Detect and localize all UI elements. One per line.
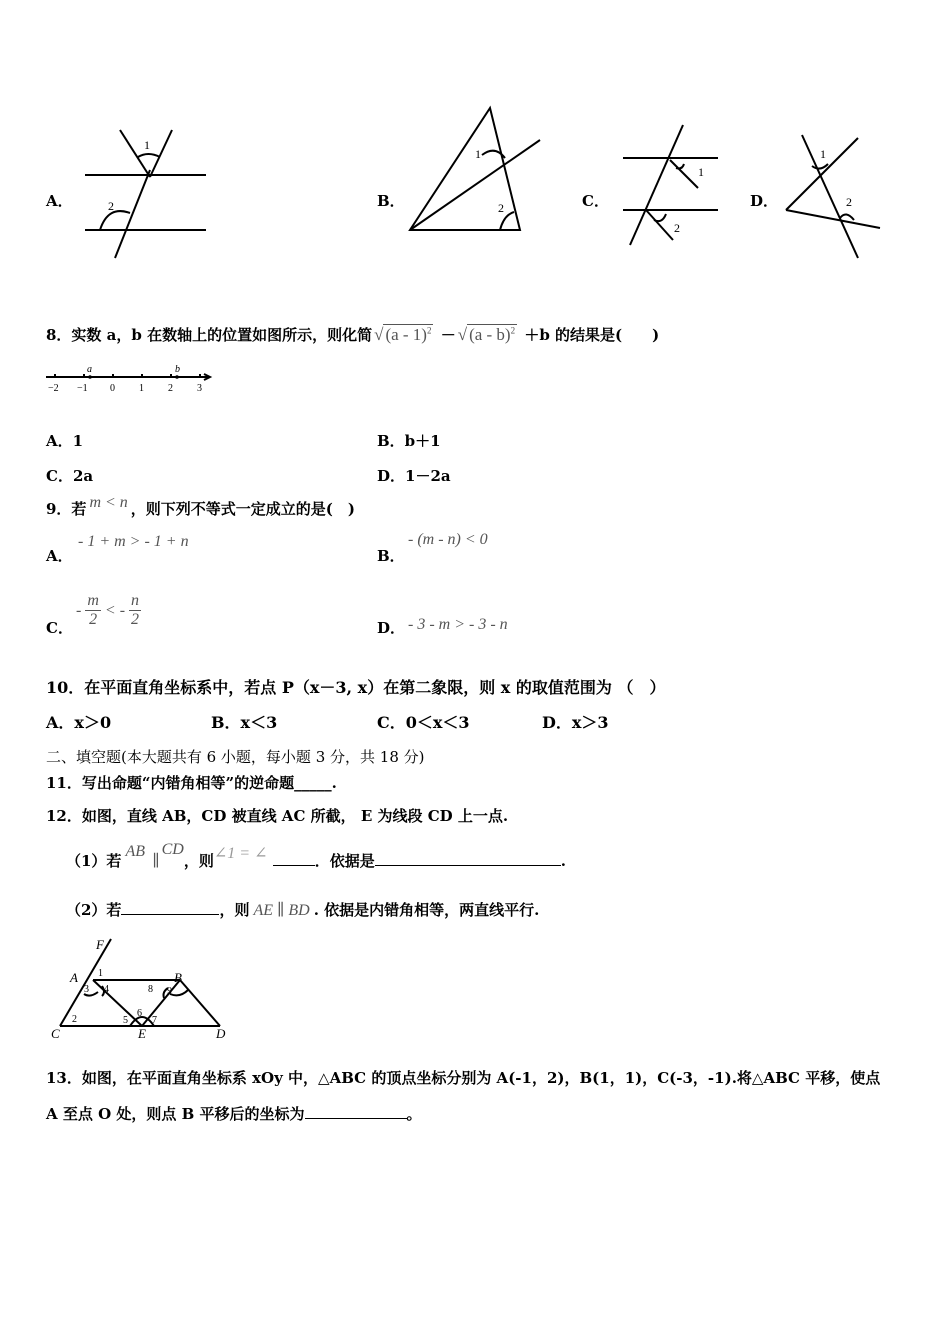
q12-label-E: E <box>138 1026 146 1041</box>
q9-condition: m < n <box>89 494 128 511</box>
q8-point-a-label: a <box>87 364 92 375</box>
q8-tick-label: 0 <box>110 383 115 394</box>
q12-p1-blank-2[interactable] <box>375 851 561 866</box>
q9-option-b-label: B． <box>377 547 405 565</box>
q8-stem-after: ＋b 的结果是( ) <box>524 326 660 344</box>
q12-label-B: B <box>174 970 182 985</box>
q12-figure <box>46 932 236 1044</box>
q12-p1-parallel: ∥ <box>152 853 160 870</box>
q7-b-angle2-label: 2 <box>498 201 504 215</box>
q7-figure-d <box>780 130 885 260</box>
q7-a-angle2-label: 2 <box>108 199 114 213</box>
section-2-heading: 二、填空题(本大题共有 6 小题，每小题 3 分，共 18 分) <box>46 748 425 766</box>
q12-angle-4: 4 <box>104 984 109 995</box>
q13-line2-suffix: 。 <box>406 1105 422 1123</box>
q12-p1-cd: CD <box>161 841 184 858</box>
radical-sign-icon: √ <box>374 325 384 344</box>
q12-angle-1: 1 <box>98 968 103 979</box>
q12-p1-then: ，则 <box>183 852 214 870</box>
q9-c-den1: 2 <box>89 611 98 628</box>
q7-c-angle1-label: 1 <box>698 165 704 179</box>
q9-stem-suffix: ，则下列不等式一定成立的是( ) <box>130 500 355 518</box>
q13-line-1: 13．如图，在平面直角坐标系 xOy 中，△ABC 的顶点坐标分别为 A(-1，2)，B(1，1)，C(-3，-1).将△ABC 平移，使点 <box>46 1069 881 1087</box>
q12-p2-blank[interactable] <box>121 900 219 915</box>
q8-sqrt-2 <box>456 325 519 344</box>
q12-label-A: A <box>70 970 78 985</box>
q8-minus: － <box>440 326 456 344</box>
q10-option-c: C．0＜x＜3 <box>377 713 470 732</box>
q13-line-2 <box>46 1103 422 1124</box>
q12-p2-ae-bd: AE ∥ BD <box>253 902 310 919</box>
q12-angle-7: 7 <box>152 1015 157 1026</box>
q12-angle-8: 8 <box>148 984 153 995</box>
q10-option-b: B．x＜3 <box>211 713 278 732</box>
q8-option-b: B．b＋1 <box>377 432 441 450</box>
q8-point-a <box>88 375 92 379</box>
q8-tick-label: −1 <box>77 383 88 394</box>
q12-p1-basis: ．依据是 <box>314 852 375 870</box>
q8-tick-label: 2 <box>168 383 173 394</box>
q12-part-1 <box>66 841 566 871</box>
q12-part-2 <box>66 899 539 920</box>
q12-p2-then: ，则 <box>219 901 250 919</box>
q8-number-line <box>44 362 214 396</box>
q8-option-c: C．2a <box>46 467 94 485</box>
q12-label-F: F <box>96 937 104 952</box>
q9-c-den2: 2 <box>131 611 140 628</box>
q12-p1-blank-1[interactable] <box>273 851 315 866</box>
q7-d-angle1-label: 1 <box>820 147 826 161</box>
q8-sqrt1-expr: (a - 1) <box>385 325 427 344</box>
q9-option-d-expr: - 3 - m > - 3 - n <box>408 616 508 633</box>
q10-option-d: D．x＞3 <box>542 713 609 732</box>
q9-option-a-label: A． <box>46 547 73 565</box>
q12-p1-prefix: （1）若 <box>66 852 122 870</box>
q9-stem-prefix: 9．若 <box>46 500 87 518</box>
q12-p1-ab: AB <box>125 843 145 860</box>
q8-sqrt-1 <box>372 325 435 344</box>
q9-option-c-label: C． <box>46 619 73 637</box>
q7-figure-a <box>80 125 210 265</box>
q9-option-a-expr: - 1 + m > - 1 + n <box>78 533 189 550</box>
q12-angle-2: 2 <box>72 1014 77 1025</box>
q8-point-b <box>175 375 179 379</box>
q7-option-b-label: B． <box>377 192 405 210</box>
q11-text: 11．写出命题“内错角相等”的逆命题_____. <box>46 774 337 792</box>
radical-sign-icon: √ <box>457 325 468 344</box>
q9-option-c-expr <box>76 592 141 629</box>
q8-tick-label: 1 <box>139 383 144 394</box>
q12-label-D: D <box>216 1026 226 1041</box>
q12-p2-basis: . 依据是内错角相等，两直线平行. <box>313 901 540 919</box>
q7-option-c-label: C． <box>582 192 609 210</box>
q7-figure-b <box>400 100 550 240</box>
q7-a-angle1-label: 1 <box>144 138 150 152</box>
q12-label-C: C <box>51 1026 60 1041</box>
q12-angle-3: 3 <box>84 984 89 995</box>
q9-c-num1: m <box>87 592 99 609</box>
q9-c-minus: - <box>76 601 82 619</box>
q7-option-d-label: D． <box>750 192 779 210</box>
q12-p1-end: . <box>560 852 566 870</box>
q9-option-d-label: D． <box>377 619 406 637</box>
q7-option-a-label: A． <box>46 192 73 210</box>
q12-angle-5: 5 <box>123 1015 128 1026</box>
q8-stem <box>46 324 659 345</box>
q9-stem <box>46 494 355 519</box>
q12-stem: 12．如图，直线 AB，CD 被直线 AC 所截， E 为线段 CD 上一点. <box>46 807 509 825</box>
q9-c-lt: < - <box>104 601 126 619</box>
q9-c-fraction-2 <box>129 592 141 629</box>
q9-option-b-expr: - (m - n) < 0 <box>408 531 488 548</box>
q10-option-a: A．x＞0 <box>46 713 112 732</box>
q12-angle-6: 6 <box>137 1008 142 1019</box>
q8-sqrt1-exp: 2 <box>426 325 432 336</box>
q8-tick-label: 3 <box>197 383 202 394</box>
q12-p2-prefix: （2）若 <box>66 901 122 919</box>
q9-c-fraction-1 <box>85 592 101 629</box>
q8-sqrt2-expr: (a - b) <box>469 325 511 344</box>
q13-blank[interactable] <box>305 1104 407 1119</box>
q7-b-angle1-label: 1 <box>475 147 481 161</box>
q12-p1-angle: ∠1 = ∠ <box>213 845 268 862</box>
q8-tick-label: −2 <box>48 383 59 394</box>
q10-stem: 10．在平面直角坐标系中，若点 P（x－3, x）在第二象限，则 x 的取值范围为 （ ） <box>46 678 666 697</box>
q8-option-a: A．1 <box>46 432 84 450</box>
q8-sqrt2-exp: 2 <box>510 325 516 336</box>
q8-option-d: D．1－2a <box>377 467 451 485</box>
q7-d-angle2-label: 2 <box>846 195 852 209</box>
q13-line2-prefix: A 至点 O 处，则点 B 平移后的坐标为 <box>46 1105 305 1123</box>
q12-angle-9: 9 <box>167 986 172 997</box>
q7-figure-c <box>618 120 728 250</box>
q7-c-angle2-label: 2 <box>674 221 680 235</box>
q8-stem-before: 8．实数 a，b 在数轴上的位置如图所示，则化简 <box>46 326 373 344</box>
q8-point-b-label: b <box>175 364 180 375</box>
q9-c-num2: n <box>131 592 140 609</box>
